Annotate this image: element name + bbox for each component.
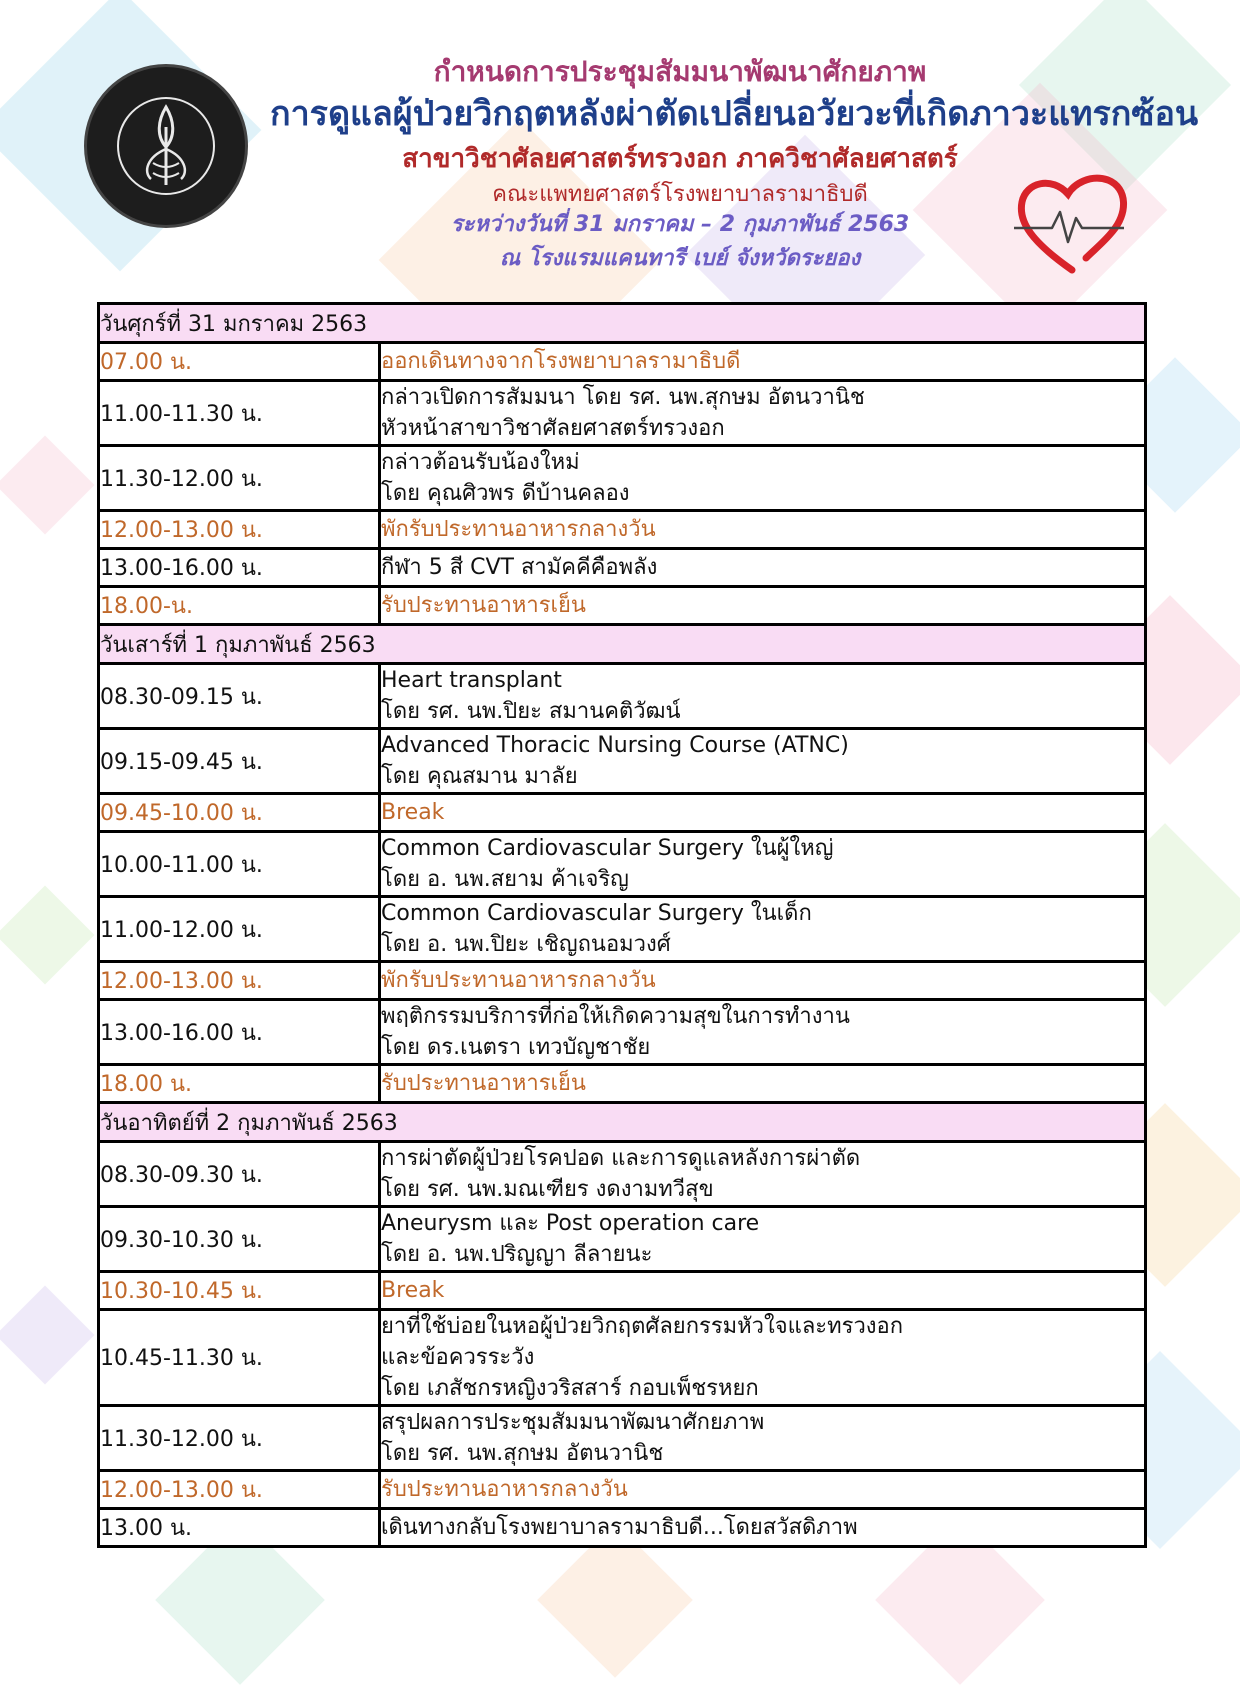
session-description (380, 1471, 1146, 1509)
session-description-line: โดย รศ. นพ.ปิยะ สมานคติวัฒน์ (381, 699, 681, 724)
session-description-line: Advanced Thoracic Nursing Course (ATNC) (381, 733, 849, 758)
session-description (380, 1509, 1146, 1547)
header-line-4: คณะแพทยศาสตร์โรงพยาบาลรามาธิบดี (492, 182, 868, 207)
session-description-line: เดินทางกลับโรงพยาบาลรามาธิบดี...โดยสวัสดิภาพ (381, 1515, 858, 1540)
heart-logo (1012, 170, 1132, 280)
session-time: 08.30-09.30 น. (99, 1142, 380, 1207)
day-header-row (99, 625, 1146, 664)
department-logo (84, 64, 248, 228)
session-time: 09.45-10.00 น. (99, 794, 380, 832)
session-time: 10.30-10.45 น. (99, 1272, 380, 1310)
schedule-table (97, 302, 1147, 1548)
session-description-line: โดย รศ. นพ.มณเฑียร งดงามทวีสุข (381, 1177, 714, 1202)
session-description-line: รับประทานอาหารกลางวัน (381, 1477, 628, 1502)
heart-pulse-icon (1012, 170, 1132, 280)
session-time: 09.30-10.30 น. (99, 1207, 380, 1272)
schedule-row (99, 446, 1146, 511)
session-description (380, 1207, 1146, 1272)
session-description-line: Aneurysm และ Post operation care (381, 1211, 760, 1236)
schedule-row (99, 962, 1146, 1000)
session-description (380, 729, 1146, 794)
session-description-line: โดย รศ. นพ.สุกษม อัตนวานิช (381, 1441, 664, 1466)
session-time: 11.30-12.00 น. (99, 1406, 380, 1471)
session-time: 12.00-13.00 น. (99, 1471, 380, 1509)
session-description (380, 549, 1146, 587)
session-description-line: โดย ดร.เนตรา เทวบัญชาชัย (381, 1035, 651, 1060)
schedule-row (99, 587, 1146, 625)
session-time: 12.00-13.00 น. (99, 511, 380, 549)
session-time: 13.00 น. (99, 1509, 380, 1547)
session-description-line: กล่าวเปิดการสัมมนา โดย รศ. นพ.สุกษม อัตนวานิช (381, 385, 865, 410)
session-description-line: การผ่าตัดผู้ป่วยโรคปอด และการดูแลหลังการผ่าตัด (381, 1146, 861, 1171)
session-description-line: โดย คุณสมาน มาลัย (381, 764, 578, 789)
session-description-line: โดย คุณศิวพร ดีบ้านคลอง (381, 481, 630, 506)
session-description (380, 1000, 1146, 1065)
session-description (380, 794, 1146, 832)
session-description-line: รับประทานอาหารเย็น (381, 593, 586, 618)
session-description-line: พักรับประทานอาหารกลางวัน (381, 517, 656, 542)
session-description-line: Common Cardiovascular Surgery ในผู้ใหญ่ (381, 836, 834, 861)
schedule-row (99, 343, 1146, 381)
schedule-row (99, 729, 1146, 794)
schedule-row (99, 794, 1146, 832)
schedule-row (99, 381, 1146, 446)
session-description-line: Common Cardiovascular Surgery ในเด็ก (381, 901, 812, 926)
session-description (380, 1272, 1146, 1310)
session-description-line: กล่าวต้อนรับน้องใหม่ (381, 450, 580, 475)
session-description-line: กีฬา 5 สี CVT สามัคคีคือพลัง (381, 555, 658, 580)
bg-shape (0, 886, 94, 985)
document-header (0, 0, 1240, 290)
schedule-row (99, 1310, 1146, 1406)
day-title: วันอาทิตย์ที่ 2 กุมภาพันธ์ 2563 (99, 1103, 1146, 1142)
session-time: 09.15-09.45 น. (99, 729, 380, 794)
schedule-row (99, 549, 1146, 587)
session-description (380, 587, 1146, 625)
session-time: 18.00 น. (99, 1065, 380, 1103)
session-time: 12.00-13.00 น. (99, 962, 380, 1000)
session-time: 18.00-น. (99, 587, 380, 625)
session-time: 11.30-12.00 น. (99, 446, 380, 511)
session-description-line: โดย อ. นพ.ปริญญา ลีลายนะ (381, 1242, 653, 1267)
session-description-line: Heart transplant (381, 668, 562, 693)
schedule-row (99, 1471, 1146, 1509)
session-description (380, 381, 1146, 446)
header-line-5: ระหว่างวันที่ 31 มกราคม – 2 กุมภาพันธ์ 2563 (450, 212, 910, 237)
session-time: 10.45-11.30 น. (99, 1310, 380, 1406)
schedule-row (99, 1272, 1146, 1310)
schedule-row (99, 897, 1146, 962)
session-description-line: ยาที่ใช้บ่อยในหอผู้ป่วยวิกฤตศัลยกรรมหัวใจและทรวงอก (381, 1314, 904, 1339)
schedule-row (99, 511, 1146, 549)
session-description (380, 1142, 1146, 1207)
session-description (380, 962, 1146, 1000)
session-description-line: โดย อ. นพ.ปิยะ เชิญถนอมวงศ์ (381, 932, 671, 957)
session-description (380, 1406, 1146, 1471)
session-time: 08.30-09.15 น. (99, 664, 380, 729)
schedule-row (99, 832, 1146, 897)
session-description-line: Break (381, 1278, 445, 1303)
session-description (380, 446, 1146, 511)
schedule-row (99, 664, 1146, 729)
header-line-2: การดูแลผู้ป่วยวิกฤตหลังผ่าตัดเปลี่ยนอวัยวะที่เกิดภาวะแทรกซ้อน (270, 94, 1199, 134)
session-time: 07.00 น. (99, 343, 380, 381)
session-time: 10.00-11.00 น. (99, 832, 380, 897)
session-time: 11.00-11.30 น. (99, 381, 380, 446)
session-description (380, 511, 1146, 549)
day-title: วันเสาร์ที่ 1 กุมภาพันธ์ 2563 (99, 625, 1146, 664)
session-description (380, 1310, 1146, 1406)
session-time: 13.00-16.00 น. (99, 549, 380, 587)
session-description (380, 832, 1146, 897)
session-description-line: สรุปผลการประชุมสัมมนาพัฒนาศักยภาพ (381, 1410, 765, 1435)
session-description-line: โดย อ. นพ.สยาม ค้าเจริญ (381, 867, 629, 892)
schedule-row (99, 1065, 1146, 1103)
session-description (380, 343, 1146, 381)
schedule-row (99, 1000, 1146, 1065)
day-title: วันศุกร์ที่ 31 มกราคม 2563 (99, 304, 1146, 343)
schedule-row (99, 1509, 1146, 1547)
header-line-6: ณ โรงแรมแคนทารี เบย์ จังหวัดระยอง (499, 246, 861, 271)
session-description-line: ออกเดินทางจากโรงพยาบาลรามาธิบดี (381, 349, 741, 374)
session-description-line: พฤติกรรมบริการที่ก่อให้เกิดความสุขในการทำงาน (381, 1004, 850, 1029)
session-description-line: พักรับประทานอาหารกลางวัน (381, 968, 656, 993)
session-time: 11.00-12.00 น. (99, 897, 380, 962)
session-description-line: Break (381, 800, 445, 825)
bg-shape (0, 436, 94, 535)
header-line-1: กำหนดการประชุมสัมมนาพัฒนาศักยภาพ (433, 55, 927, 88)
department-seal-icon (87, 67, 245, 225)
schedule-row (99, 1142, 1146, 1207)
session-description (380, 664, 1146, 729)
day-header-row (99, 304, 1146, 343)
session-description (380, 897, 1146, 962)
schedule-row (99, 1406, 1146, 1471)
bg-shape (0, 1286, 94, 1385)
day-header-row (99, 1103, 1146, 1142)
header-line-3: สาขาวิชาศัลยศาสตร์ทรวงอก ภาควิชาศัลยศาสตร์ (402, 144, 958, 174)
schedule-row (99, 1207, 1146, 1272)
session-description-line: โดย เภสัชกรหญิงวริสสาร์ กอบเพ็ชรหยก (381, 1376, 759, 1401)
session-time: 13.00-16.00 น. (99, 1000, 380, 1065)
session-description-line: รับประทานอาหารเย็น (381, 1071, 586, 1096)
session-description-line: และข้อควรระวัง (381, 1345, 535, 1370)
session-description-line: หัวหน้าสาขาวิชาศัลยศาสตร์ทรวงอก (381, 416, 725, 441)
session-description (380, 1065, 1146, 1103)
